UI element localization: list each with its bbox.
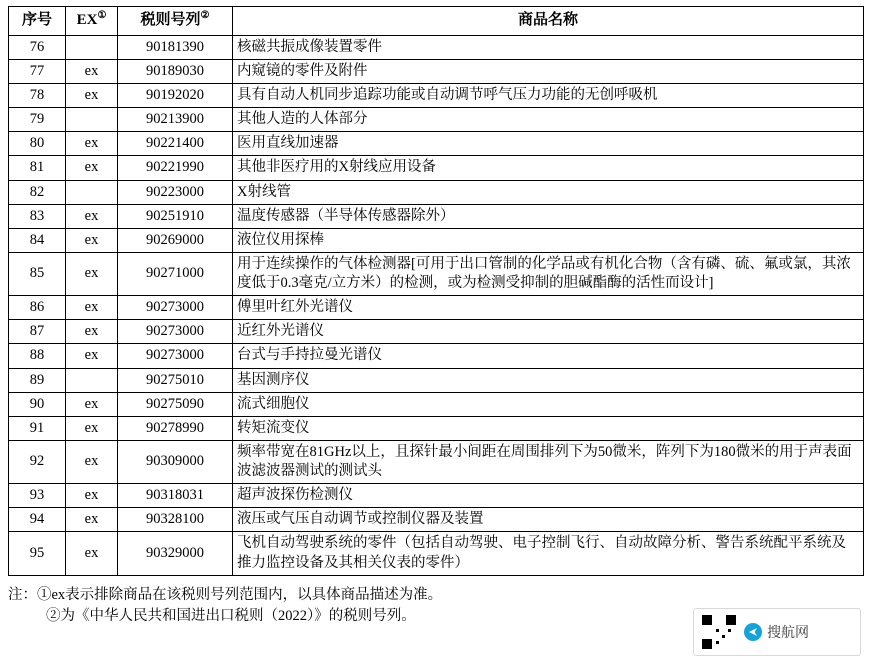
cell-ex: ex — [66, 320, 118, 344]
column-header-ex — [66, 7, 118, 36]
cell-seq: 78 — [9, 84, 66, 108]
cell-ex: ex — [66, 440, 118, 483]
brand-logo-icon — [744, 623, 762, 641]
cell-seq: 77 — [9, 59, 66, 83]
cell-seq: 92 — [9, 440, 66, 483]
column-header-name: 商品名称 — [233, 7, 864, 36]
cell-seq: 76 — [9, 35, 66, 59]
cell-code: 90221990 — [118, 156, 233, 180]
cell-seq: 89 — [9, 368, 66, 392]
cell-seq: 79 — [9, 108, 66, 132]
cell-ex: ex — [66, 84, 118, 108]
cell-ex — [66, 368, 118, 392]
cell-code: 90223000 — [118, 180, 233, 204]
cell-ex: ex — [66, 296, 118, 320]
cell-name: 具有自动人机同步追踪功能或自动调节呼气压力功能的无创呼吸机 — [233, 84, 864, 108]
cell-code: 90192020 — [118, 84, 233, 108]
cell-seq: 87 — [9, 320, 66, 344]
cell-seq: 94 — [9, 508, 66, 532]
table-row — [9, 132, 864, 156]
cell-seq: 81 — [9, 156, 66, 180]
cell-code: 90269000 — [118, 228, 233, 252]
table-row — [9, 416, 864, 440]
cell-name: 超声波探伤检测仪 — [233, 484, 864, 508]
table-row — [9, 532, 864, 575]
table-body — [9, 35, 864, 575]
cell-code: 90213900 — [118, 108, 233, 132]
cell-ex: ex — [66, 484, 118, 508]
cell-ex — [66, 180, 118, 204]
cell-name: 温度传感器（半导体传感器除外） — [233, 204, 864, 228]
table-row — [9, 368, 864, 392]
cell-name: 飞机自动驾驶系统的零件（包括自动驾驶、电子控制飞行、自动故障分析、警告系统配平系统及推力监控设备及其相关仪表的零件） — [233, 532, 864, 575]
cell-name: 傅里叶红外光谱仪 — [233, 296, 864, 320]
cell-code: 90278990 — [118, 416, 233, 440]
table-header — [9, 7, 864, 36]
cell-ex: ex — [66, 392, 118, 416]
cell-code: 90251910 — [118, 204, 233, 228]
footnote-line-1 — [8, 585, 608, 607]
cell-code: 90273000 — [118, 344, 233, 368]
cell-code: 90273000 — [118, 296, 233, 320]
qr-code-icon — [702, 615, 736, 649]
cell-seq: 93 — [9, 484, 66, 508]
table-row — [9, 296, 864, 320]
table-row — [9, 228, 864, 252]
tariff-table — [8, 6, 864, 576]
cell-seq: 83 — [9, 204, 66, 228]
cell-name: 其他人造的人体部分 — [233, 108, 864, 132]
cell-name: 用于连续操作的气体检测器[可用于出口管制的化学品或有机化合物（含有磷、硫、氟或氯，其浓度低于0.3毫克/立方米）的检测，或为检测受抑制的胆碱酯酶的活性而设计] — [233, 252, 864, 295]
table-row — [9, 252, 864, 295]
cell-ex: ex — [66, 156, 118, 180]
cell-name: 频率带宽在81GHz以上，且探针最小间距在周围排列下为50微米，阵列下为180微米的用于声表面波滤波器测试的测试头 — [233, 440, 864, 483]
cell-name: 流式细胞仪 — [233, 392, 864, 416]
cell-name: 台式与手持拉曼光谱仪 — [233, 344, 864, 368]
table-row — [9, 320, 864, 344]
footnotes — [8, 585, 608, 629]
cell-code: 90271000 — [118, 252, 233, 295]
table-row — [9, 344, 864, 368]
table-header-row — [9, 7, 864, 36]
cell-code: 90275090 — [118, 392, 233, 416]
footnote-text-1: ①ex表示排除商品在该税则号列范围内，以具体商品描述为准。 — [37, 586, 443, 603]
cell-name: X射线管 — [233, 180, 864, 204]
table-row — [9, 156, 864, 180]
table-row — [9, 484, 864, 508]
cell-code: 90181390 — [118, 35, 233, 59]
cell-ex: ex — [66, 508, 118, 532]
cell-ex: ex — [66, 416, 118, 440]
cell-seq: 90 — [9, 392, 66, 416]
cell-name: 转矩流变仪 — [233, 416, 864, 440]
column-header-ex-mark: ① — [97, 10, 107, 21]
cell-ex: ex — [66, 532, 118, 575]
table-row — [9, 440, 864, 483]
footnote-line-2: ②为《中华人民共和国进出口税则（2022）》的税则号列。 — [46, 608, 416, 625]
cell-name: 内窥镜的零件及附件 — [233, 59, 864, 83]
cell-ex: ex — [66, 228, 118, 252]
cell-ex: ex — [66, 59, 118, 83]
cell-name: 医用直线加速器 — [233, 132, 864, 156]
cell-code: 90189030 — [118, 59, 233, 83]
watermark-badge — [693, 608, 861, 656]
table-row — [9, 508, 864, 532]
cell-seq: 86 — [9, 296, 66, 320]
table-row — [9, 180, 864, 204]
cell-code: 90309000 — [118, 440, 233, 483]
cell-code: 90329000 — [118, 532, 233, 575]
cell-ex — [66, 35, 118, 59]
cell-seq: 84 — [9, 228, 66, 252]
table-row — [9, 84, 864, 108]
cell-seq: 80 — [9, 132, 66, 156]
cell-name: 其他非医疗用的X射线应用设备 — [233, 156, 864, 180]
table-row — [9, 204, 864, 228]
cell-ex: ex — [66, 204, 118, 228]
footnote-label: 注： — [8, 586, 37, 603]
cell-seq: 85 — [9, 252, 66, 295]
table-row — [9, 108, 864, 132]
cell-ex: ex — [66, 252, 118, 295]
cell-name: 液位仪用探棒 — [233, 228, 864, 252]
column-header-code — [118, 7, 233, 36]
table-row — [9, 35, 864, 59]
cell-name: 基因测序仪 — [233, 368, 864, 392]
cell-ex: ex — [66, 344, 118, 368]
cell-seq: 88 — [9, 344, 66, 368]
column-header-seq: 序号 — [9, 7, 66, 36]
cell-name: 近红外光谱仪 — [233, 320, 864, 344]
cell-code: 90275010 — [118, 368, 233, 392]
brand-name: 搜航网 — [767, 624, 809, 640]
cell-code: 90273000 — [118, 320, 233, 344]
table-row — [9, 392, 864, 416]
brand-lockup — [744, 622, 809, 642]
table-row — [9, 59, 864, 83]
column-header-ex-label: EX — [76, 12, 98, 28]
column-header-code-label: 税则号列 — [140, 12, 201, 28]
cell-ex — [66, 108, 118, 132]
cell-code: 90221400 — [118, 132, 233, 156]
cell-ex: ex — [66, 132, 118, 156]
cell-name: 液压或气压自动调节或控制仪器及装置 — [233, 508, 864, 532]
cell-code: 90318031 — [118, 484, 233, 508]
cell-seq: 82 — [9, 180, 66, 204]
cell-name: 核磁共振成像装置零件 — [233, 35, 864, 59]
cell-code: 90328100 — [118, 508, 233, 532]
cell-seq: 95 — [9, 532, 66, 575]
cell-seq: 91 — [9, 416, 66, 440]
column-header-code-mark: ② — [200, 10, 210, 21]
